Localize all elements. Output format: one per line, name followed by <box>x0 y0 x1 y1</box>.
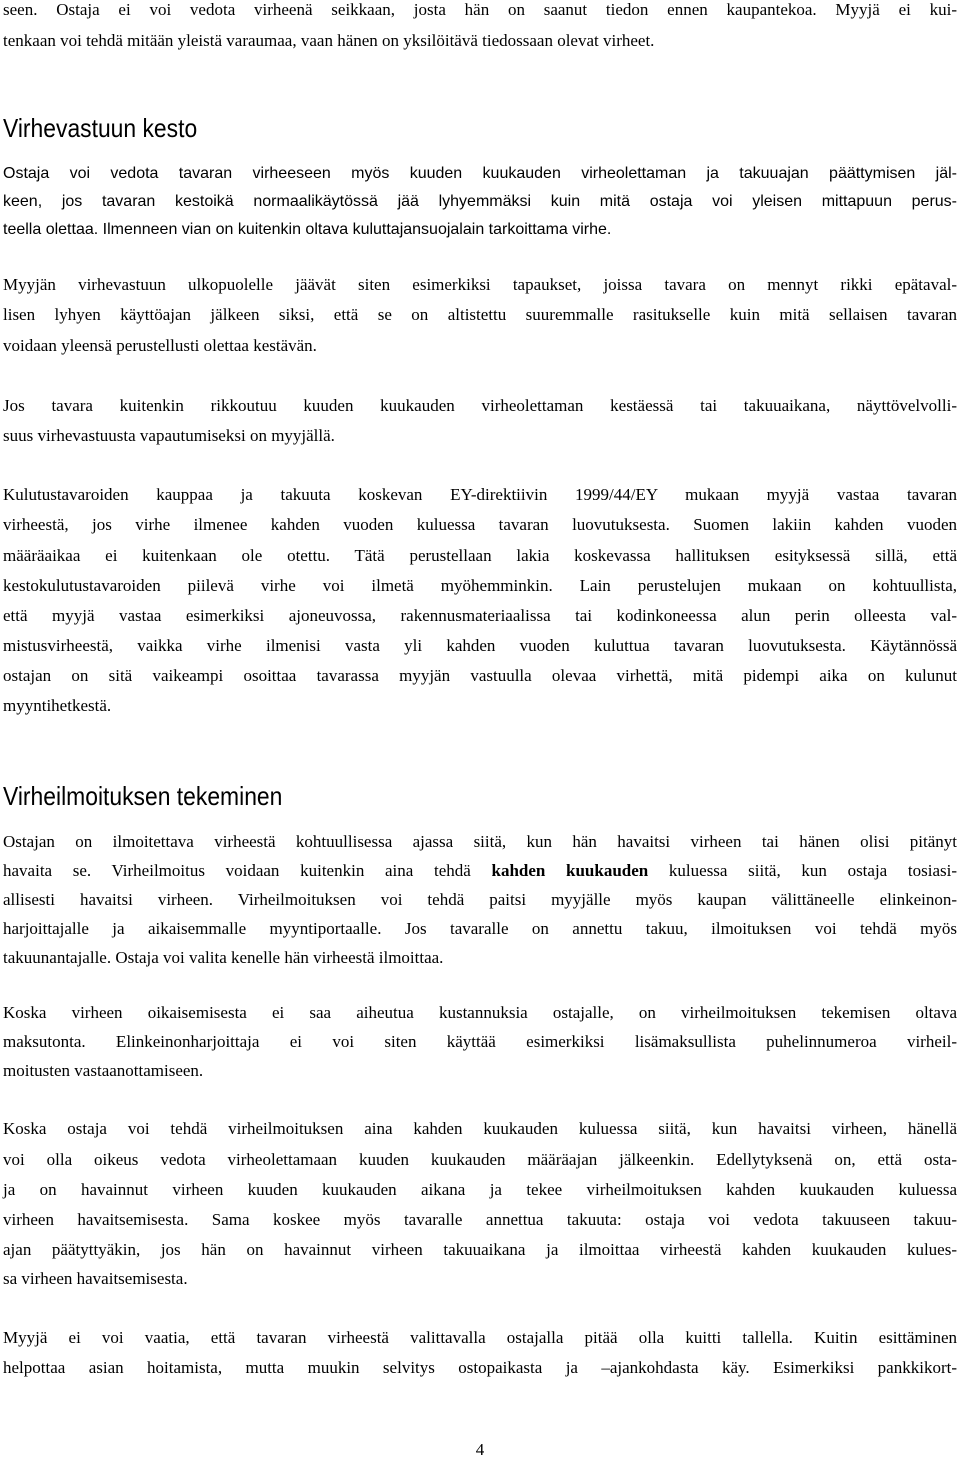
section-heading-virhevastuun-kesto: Virhevastuun kesto <box>3 113 198 143</box>
text-line: lisen lyhyen käyttöajan jälkeen siksi, että se on altistettu suuremmalle rasitukselle kuin mitä sellaisen tavaran <box>3 305 957 324</box>
text-line: voi olla oikeus vedota virheolettamaan kuuden kuukauden määräajan jälkeenkin. Edellytyksenä on, että osta- <box>3 1150 957 1169</box>
text-line: ajan päätyttyäkin, jos hän on havainnut virheen takuuaikana ja ilmoittaa virheestä kahden kuukauden kulues- <box>3 1240 957 1259</box>
section-heading-virheilmoituksen-tekeminen: Virheilmoituksen tekeminen <box>3 781 283 811</box>
text-line: Koska virheen oikaisemisesta ei saa aiheutua kustannuksia ostajalle, on virheilmoituksen tekemisen oltava <box>3 1003 957 1022</box>
text-line: voidaan yleensä perustellusti olettaa kestävän. <box>3 336 317 355</box>
text-line: harjoittajalle ja aikaisemmalle myyntiportaalle. Jos tavaralle on annettu takuu, ilmoituksen voi tehdä myös <box>3 919 957 938</box>
text-line: helpottaa asian hoitamista, mutta muukin selvitys ostopaikasta ja –ajankohdasta käy. Esimerkiksi pankkikort- <box>3 1358 957 1377</box>
text-line: seen. Ostaja ei voi vedota virheenä seikkaan, josta hän on saanut tiedon ennen kaupantekoa. Myyjä ei kui- <box>3 0 957 19</box>
text-line: mistusvirheestä, vaikka virhe ilmenisi vasta yli kahden vuoden kuluttua tavaran luovutuksesta. Käytännössä <box>3 636 957 655</box>
text-line: virheen havaitsemisesta. Sama koskee myös tavaralle annettua takuuta: ostaja voi vedota takuuseen takuu- <box>3 1210 957 1229</box>
text-line: myyntihetkestä. <box>3 696 112 715</box>
text-line: Myyjän virhevastuun ulkopuolelle jäävät siten esimerkiksi tapaukset, joissa tavara on mennyt rikki epätaval- <box>3 275 957 294</box>
text-line: allisesti havaitsi virheen. Virheilmoituksen voi tehdä paitsi myyjälle myös kaupan välittäneelle elinkeinon- <box>3 890 957 909</box>
text-line: moitusten vastaanottamiseen. <box>3 1061 204 1080</box>
text-line: Jos tavara kuitenkin rikkoutuu kuuden kuukauden virheolettaman kestäessä tai takuuaikana, näyttövelvolli- <box>3 396 957 415</box>
text-line: Ostaja voi vedota tavaran virheeseen myös kuuden kuukauden virheolettaman ja takuuajan päättymisen jäl- <box>3 165 957 182</box>
text-line: määräaikaa ei kuitenkaan ole otettu. Tätä perustellaan lakia koskevassa hallituksen esityksessä sillä, että <box>3 546 957 565</box>
page-number: 4 <box>475 1440 485 1459</box>
text-line: virheestä, jos virhe ilmenee kahden vuoden kuluessa tavaran luovutuksesta. Suomen lakiin kahden vuoden <box>3 515 957 534</box>
text-line: tenkaan voi tehdä mitään yleistä varaumaa, vaan hänen on yksilöitävä tiedossaan olevat virheet. <box>3 31 655 50</box>
text-line: Myyjä ei voi vaatia, että tavaran virheestä valittavalla ostajalla pitää olla kuitti tallella. Kuitin esittäminen <box>3 1328 957 1347</box>
text-line: että myyjä vastaa esimerkiksi ajoneuvossa, rakennusmateriaalissa tai kodinkoneessa alun perin olleesta val- <box>3 606 957 625</box>
text-line: kestokulutustavaroiden piilevä virhe voi ilmetä myöhemminkin. Lain perustelujen mukaan on kohtuullista, <box>3 576 957 595</box>
text-line: Ostajan on ilmoitettava virheestä kohtuullisessa ajassa siitä, kun hän havaitsi virheen tai hänen olisi pitänyt <box>3 832 957 851</box>
text-line: Koska ostaja voi tehdä virheilmoituksen aina kahden kuukauden kuluessa siitä, kun havaitsi virheen, hänellä <box>3 1119 957 1138</box>
text-line: Kulutustavaroiden kauppaa ja takuuta koskevan EY-direktiivin 1999/44/EY mukaan myyjä vastaa tavaran <box>3 485 957 504</box>
bold-emphasis: kahden kuukauden <box>491 861 649 880</box>
text-line: maksutonta. Elinkeinonharjoittaja ei voi siten käyttää esimerkiksi lisämaksullista puhelinnumeroa virheil- <box>3 1032 957 1051</box>
text-line: havaita se. Virheilmoitus voidaan kuitenkin aina tehdä kahden kuukauden kuluessa siitä, kun ostaja tosiasi- <box>3 861 958 880</box>
text-line: suus virhevastuusta vapautumiseksi on myyjällä. <box>3 426 335 445</box>
text-line: teella olettaa. Ilmenneen vian on kuitenkin oltava kuluttajansuojalain tarkoittama virhe. <box>3 221 612 238</box>
text-line: sa virheen havaitsemisesta. <box>3 1269 188 1288</box>
text-line: ja on havainnut virheen kuuden kuukauden aikana ja tekee virheilmoituksen kahden kuukauden kuluessa <box>3 1180 957 1199</box>
text-line: keen, jos tavaran kestoikä normaalikäytössä jää lyhyemmäksi kuin mitä ostaja voi yleisen mittapuun perus- <box>3 193 957 210</box>
text-line: ostajan on sitä vaikeampi osoittaa tavarassa myyjän vastuulla olevaa virhettä, mitä pidempi aika on kulunut <box>3 666 957 685</box>
text-line: takuunantajalle. Ostaja voi valita kenelle hän virheestä ilmoittaa. <box>3 948 444 967</box>
